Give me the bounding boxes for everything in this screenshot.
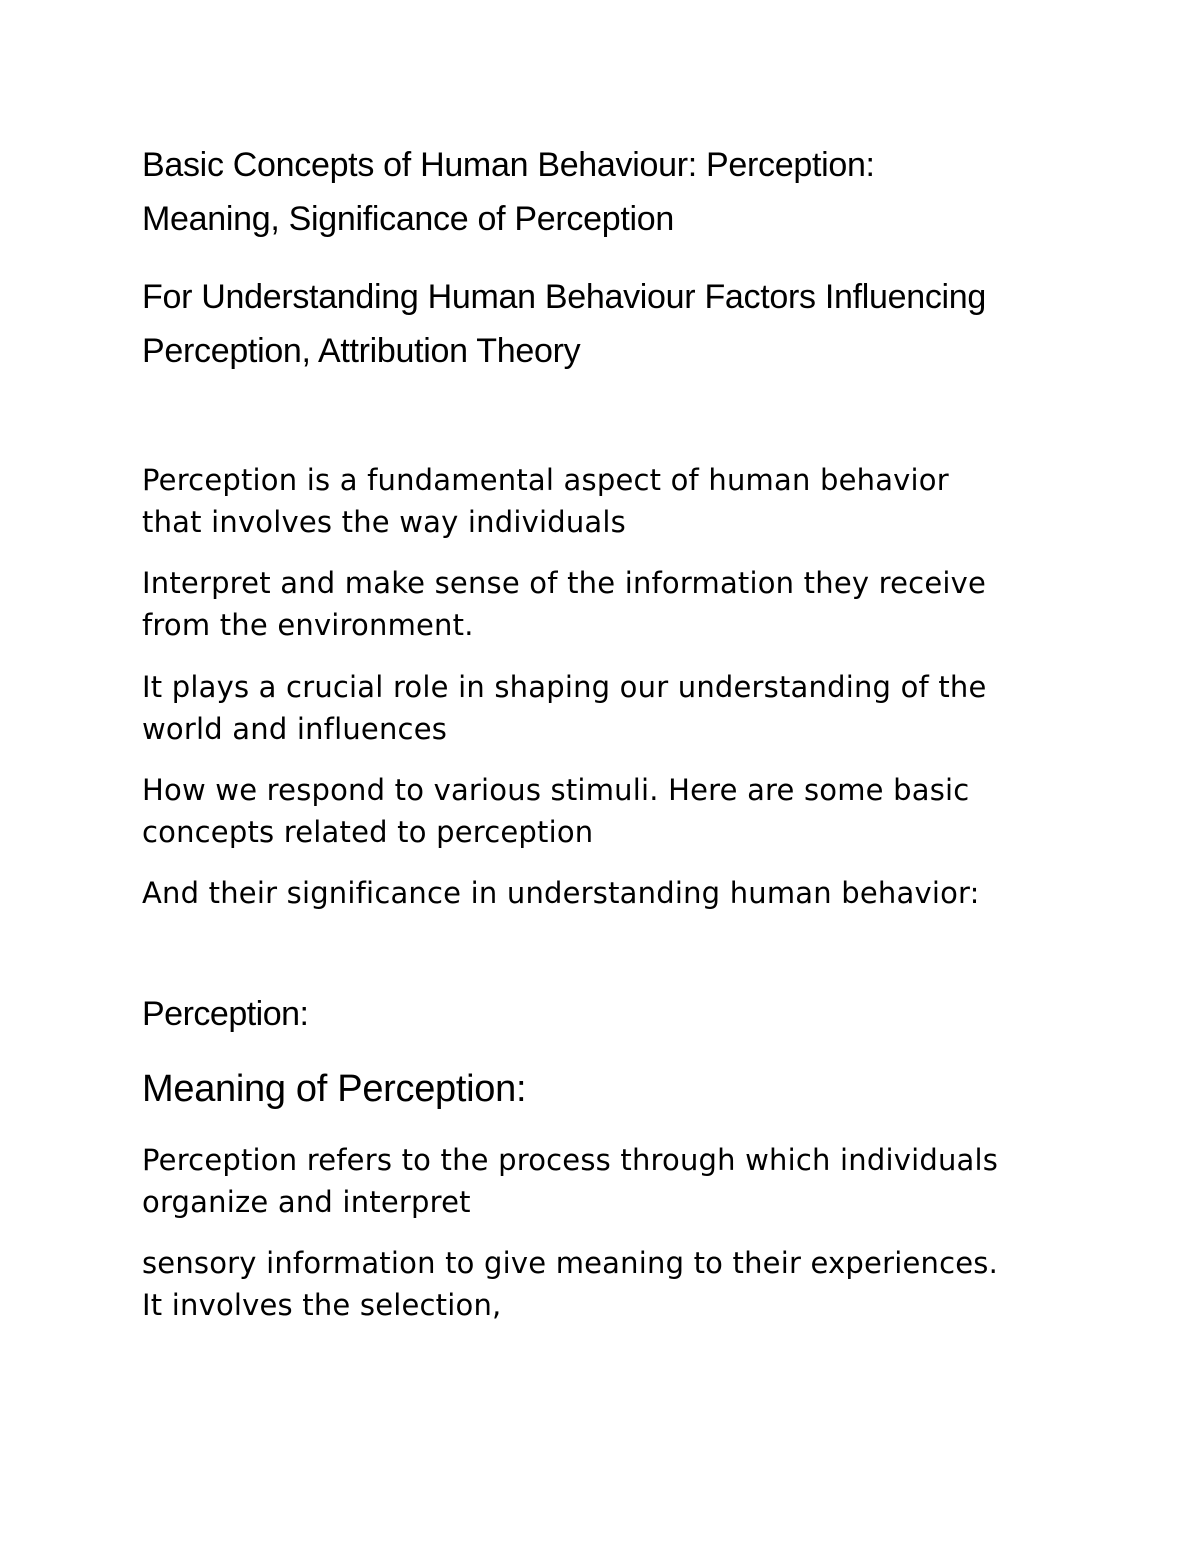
document-title: [142, 148, 1082, 238]
paragraph: [142, 463, 1082, 546]
paragraph: [142, 1246, 1082, 1329]
section-title: [142, 1070, 1082, 1114]
paragraph-line: organize and interpret: [142, 1185, 471, 1219]
paragraph-line: world and influences: [142, 712, 448, 746]
paragraph: [142, 1143, 1082, 1226]
paragraph: [142, 566, 1082, 649]
paragraph-line: Perception is a fundamental aspect of human behavior: [142, 463, 949, 497]
document-subtitle: [142, 280, 1082, 370]
section-label: [142, 997, 1082, 1037]
paragraph-line: Perception refers to the process through which individuals: [142, 1143, 999, 1177]
section-title-text: Meaning of Perception:: [142, 1068, 527, 1110]
paragraph-line: sensory information to give meaning to their experiences.: [142, 1246, 998, 1280]
paragraph-line: Interpret and make sense of the information they receive: [142, 566, 987, 600]
title-line: Basic Concepts of Human Behaviour: Perception:: [142, 146, 875, 184]
paragraph: [142, 670, 1082, 753]
paragraph-line: concepts related to perception: [142, 815, 594, 849]
subtitle-line: For Understanding Human Behaviour Factors Influencing: [142, 278, 986, 316]
paragraph-line: It plays a crucial role in shaping our understanding of the: [142, 670, 987, 704]
section-label-text: Perception:: [142, 995, 309, 1033]
paragraph-line: How we respond to various stimuli. Here are some basic: [142, 773, 970, 807]
paragraph-line: It involves the selection,: [142, 1288, 502, 1322]
paragraph-line: from the environment.: [142, 608, 474, 642]
paragraph: [142, 876, 1082, 919]
paragraph: [142, 773, 1082, 856]
paragraph-line: that involves the way individuals: [142, 505, 626, 539]
paragraph-line: And their significance in understanding human behavior:: [142, 876, 980, 910]
subtitle-line: Perception, Attribution Theory: [142, 332, 581, 370]
title-line: Meaning, Significance of Perception: [142, 200, 674, 238]
